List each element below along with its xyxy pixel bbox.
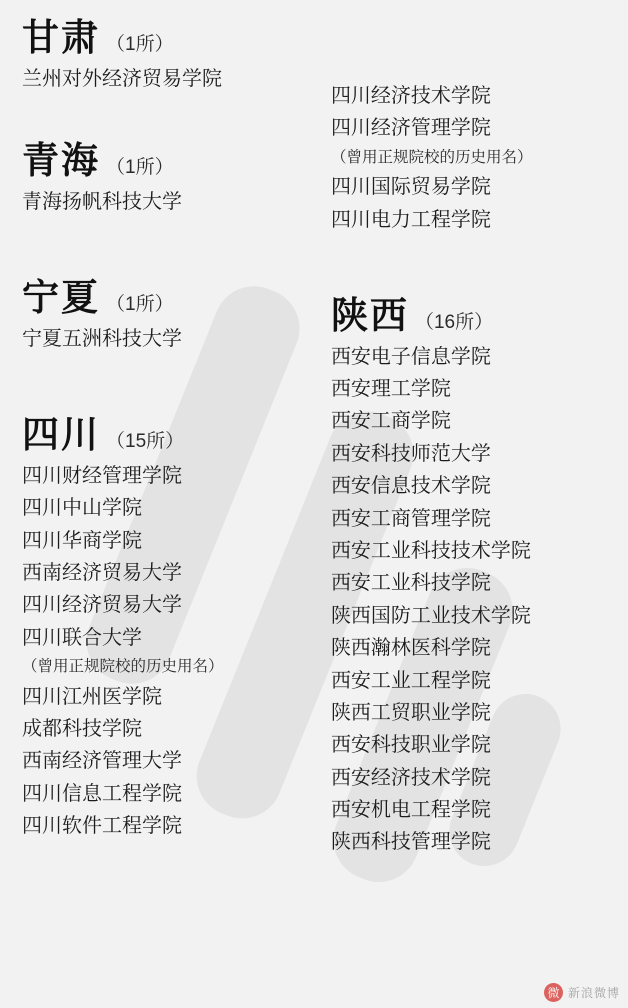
list-item: 四川电力工程学院 [330, 208, 491, 231]
list-item: 陕西瀚林医科学院 [330, 637, 491, 660]
right-column [331, 18, 606, 859]
list-item: 西南经济管理大学 [22, 750, 182, 773]
list-item: 陕西科技管理学院 [330, 831, 491, 854]
list-item: 西安工商学院 [330, 410, 451, 433]
province-heading-gansu [22, 18, 331, 59]
list-item: 西安理工学院 [330, 377, 451, 400]
list-item: 青海扬帆科技大学 [22, 190, 182, 213]
list-item: 西安工业科技学院 [330, 572, 491, 595]
list-item: 四川江州医学院 [22, 685, 162, 708]
province-count: （1所） [106, 34, 174, 55]
list-item: 四川软件工程学院 [22, 815, 182, 838]
spacer [22, 218, 331, 278]
list-item: 西安工业科技技术学院 [330, 539, 531, 562]
province-name: 宁夏 [22, 276, 100, 320]
list-item: 西南经济贸易大学 [22, 562, 182, 585]
list-item: 西安经济技术学院 [330, 766, 491, 789]
province-heading-qinghai [22, 141, 331, 182]
list-item: 陕西工贸职业学院 [330, 701, 491, 724]
list-item: 四川信息工程学院 [22, 782, 182, 805]
province-heading-ningxia [22, 278, 331, 319]
left-column [22, 18, 331, 859]
list-item: 成都科技学院 [22, 718, 142, 740]
list-item: 西安科技师范大学 [330, 442, 491, 465]
province-count: （1所） [106, 294, 174, 316]
province-heading-sichuan [22, 415, 331, 456]
province-name: 青海 [22, 139, 100, 183]
province-count: （16所） [414, 311, 494, 333]
list-item: 西安电子信息学院 [330, 345, 491, 368]
list-item: 四川华商学院 [22, 529, 142, 552]
list-item: 西安机电工程学院 [330, 799, 491, 822]
weibo-watermark [544, 983, 620, 1002]
list-item: 四川经济技术学院 [330, 85, 491, 107]
list-item: 西安科技职业学院 [330, 734, 491, 757]
historical-name-note: （曾用正规院校的历史用名） [22, 658, 224, 676]
spacer [331, 236, 606, 296]
list-item: 四川中山学院 [22, 497, 142, 520]
list-item: 四川经济管理学院 [330, 117, 491, 140]
historical-name-note: （曾用正规院校的历史用名） [330, 148, 533, 166]
list-item: 兰州对外经济贸易学院 [22, 67, 222, 90]
spacer [22, 95, 331, 141]
list-item: 西安信息技术学院 [330, 475, 491, 498]
province-name: 陕西 [330, 293, 409, 337]
weibo-watermark-label: 新浪微博 [567, 986, 620, 1000]
province-count: （15所） [106, 431, 185, 453]
spacer [22, 355, 331, 415]
province-name: 甘肃 [22, 16, 100, 59]
province-name: 四川 [22, 413, 100, 457]
weibo-icon: 微 [544, 983, 563, 1002]
list-item: 陕西国防工业技术学院 [330, 604, 531, 627]
list-item: 宁夏五洲科技大学 [22, 327, 182, 350]
list-item: 西安工业工程学院 [330, 669, 491, 692]
list-item: 四川联合大学 [22, 626, 142, 649]
list-item: 西安工商管理学院 [330, 507, 491, 530]
list-item: 四川国际贸易学院 [330, 176, 491, 199]
list-item: 四川财经管理学院 [22, 464, 182, 487]
province-heading-shaanxi [330, 293, 606, 337]
province-count: （1所） [106, 157, 174, 179]
list-item: 四川经济贸易大学 [22, 594, 182, 617]
